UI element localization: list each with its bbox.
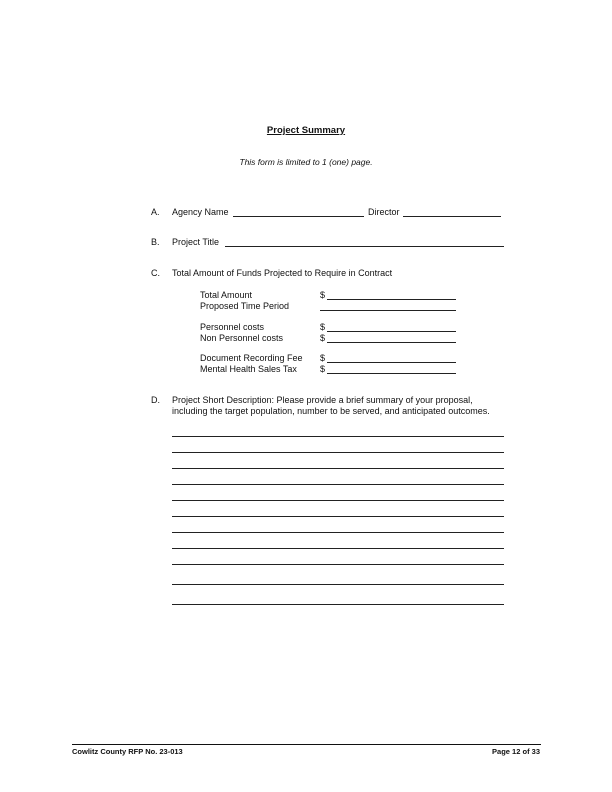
footer-page-number: Page 12 of 33 (492, 747, 540, 756)
description-line-8[interactable] (172, 548, 504, 549)
director-label: Director (368, 207, 400, 217)
total-amount-field[interactable] (327, 299, 456, 300)
currency-symbol: $ (320, 364, 326, 374)
footer-divider (72, 744, 541, 745)
section-b-letter: B. (151, 237, 160, 247)
project-title-field[interactable] (225, 246, 504, 247)
description-line-3[interactable] (172, 468, 504, 469)
personnel-costs-field[interactable] (327, 331, 456, 332)
description-line-5[interactable] (172, 500, 504, 501)
agency-name-field[interactable] (233, 216, 364, 217)
section-a-letter: A. (151, 207, 160, 217)
section-d-instructions-line-1: Project Short Description: Please provide a brief summary of your proposal, (172, 395, 473, 405)
currency-symbol: $ (320, 290, 326, 300)
section-c-letter: C. (151, 268, 160, 278)
personnel-costs-label: Personnel costs (200, 322, 265, 332)
description-line-2[interactable] (172, 452, 504, 453)
mental-health-sales-tax-field[interactable] (327, 373, 456, 374)
description-line-7[interactable] (172, 532, 504, 533)
non-personnel-costs-field[interactable] (327, 342, 456, 343)
proposed-time-period-label: Proposed Time Period (200, 301, 290, 311)
document-recording-fee-field[interactable] (327, 362, 456, 363)
agency-name-label: Agency Name (172, 207, 229, 217)
page-limit-note: This form is limited to 1 (one) page. (239, 157, 373, 167)
director-field[interactable] (403, 216, 501, 217)
section-c-heading: Total Amount of Funds Projected to Require in Contract (172, 268, 393, 278)
description-line-9[interactable] (172, 564, 504, 565)
proposed-time-period-field[interactable] (320, 310, 456, 311)
currency-symbol: $ (320, 322, 326, 332)
section-d-instructions-line-2: including the target population, number to be served, and anticipated outcomes. (172, 406, 490, 416)
section-d-letter: D. (151, 395, 160, 405)
description-line-11[interactable] (172, 604, 504, 605)
project-title-label: Project Title (172, 237, 220, 247)
page-title: Project Summary (266, 125, 346, 136)
description-line-10[interactable] (172, 584, 504, 585)
description-line-6[interactable] (172, 516, 504, 517)
total-amount-label: Total Amount (200, 290, 253, 300)
currency-symbol: $ (320, 333, 326, 343)
description-line-4[interactable] (172, 484, 504, 485)
currency-symbol: $ (320, 353, 326, 363)
mental-health-sales-tax-label: Mental Health Sales Tax (200, 364, 297, 374)
document-recording-fee-label: Document Recording Fee (200, 353, 303, 363)
description-line-1[interactable] (172, 436, 504, 437)
non-personnel-costs-label: Non Personnel costs (200, 333, 284, 343)
footer-rfp-number: Cowlitz County RFP No. 23-013 (72, 747, 183, 756)
